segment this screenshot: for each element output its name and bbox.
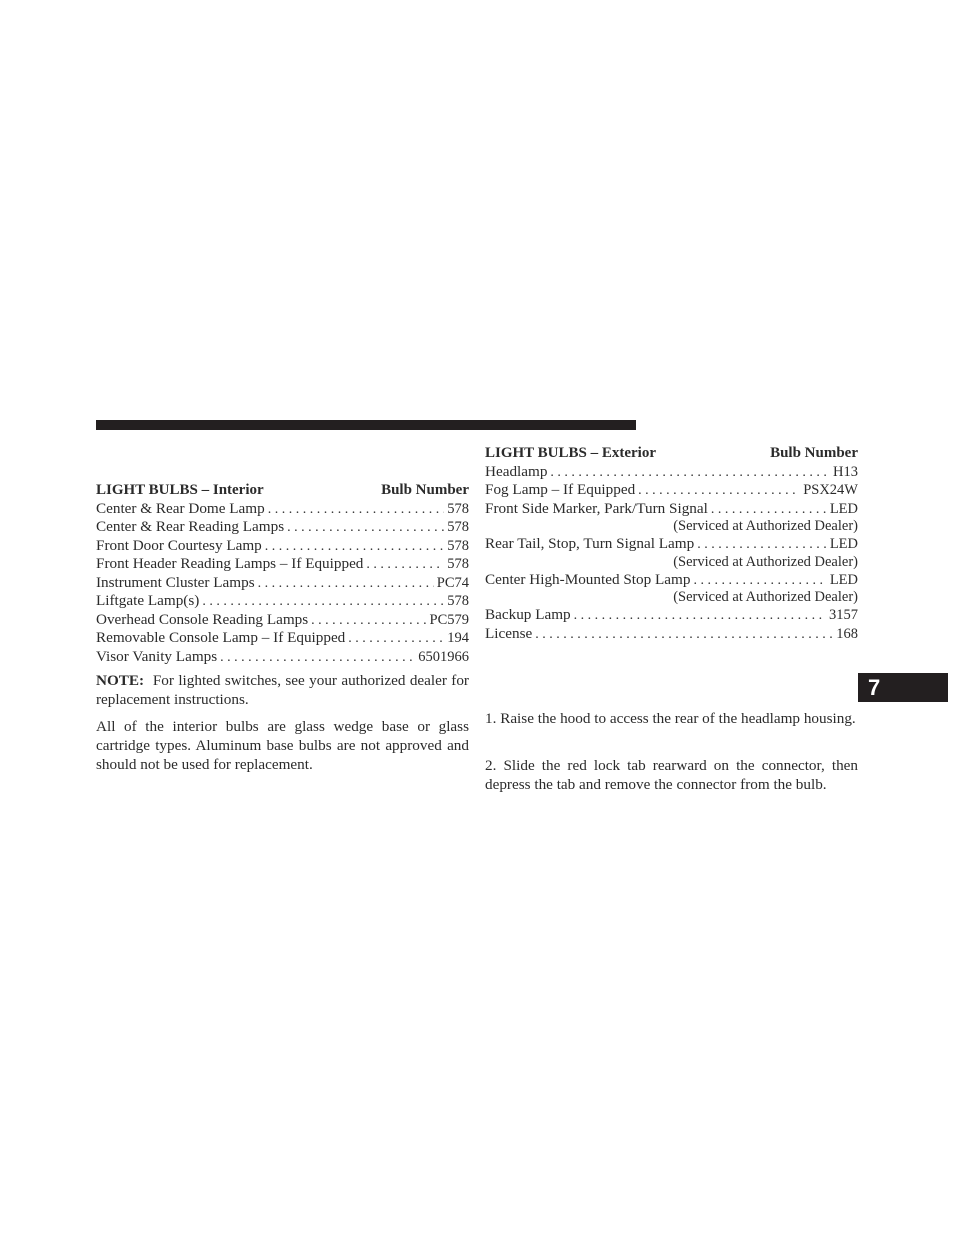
bulb-number: 578 [447,500,469,517]
bulb-number: H13 [833,463,858,480]
table-row [96,518,469,537]
bulb-location: Removable Console Lamp – If Equipped [96,629,346,646]
leader-dots [348,630,444,648]
table-row [96,611,469,630]
table-row [96,629,469,648]
bulb-location: Center & Rear Reading Lamps [96,518,285,535]
bulb-location: Visor Vanity Lamps [96,647,218,665]
exterior-header-bulb-number: Bulb Number [770,445,858,461]
leader-dots [711,501,827,519]
table-row [485,500,858,519]
leader-dots [287,519,444,537]
bulb-number: 578 [447,519,469,535]
service-note: (Serviced at Authorized Dealer) [673,553,858,570]
bulb-location: Front Side Marker, Park/Turn Signal [485,499,708,517]
service-note: (Serviced at Authorized Dealer) [673,589,858,605]
bulb-number: 578 [447,537,469,554]
step-2: 2. Slide the red lock tab rearward on the connector, then depress the tab and remove the connector from the bulb. [485,757,858,793]
interior-header-label: LIGHT BULBS – Interior [96,482,264,498]
bulb-number: PSX24W [803,482,858,498]
bulb-number: 3157 [829,607,858,623]
bulb-number: 168 [836,625,858,642]
bulb-location: Center High-Mounted Stop Lamp [485,570,691,588]
leader-dots [550,464,830,482]
bulb-number: PC579 [429,611,469,628]
bulb-number: 194 [447,630,469,646]
table-row [96,500,469,519]
leader-dots [638,482,800,500]
table-row [485,625,858,644]
bulb-location: Liftgate Lamp(s) [96,592,200,609]
chapter-tab: 7 [858,673,948,702]
table-row [96,592,469,611]
table-row [485,535,858,554]
interior-header-bulb-number: Bulb Number [381,482,469,498]
note-label: NOTE: [96,672,145,689]
table-row [96,574,469,593]
step-1: 1. Raise the hood to access the rear of the headlamp housing. [485,710,856,727]
leader-dots [574,607,826,625]
leader-dots [697,536,827,554]
table-row [485,571,858,590]
leader-dots [220,649,415,667]
bulb-location: Instrument Cluster Lamps [96,573,255,591]
bulb-location: License [485,624,533,642]
exterior-header-label: LIGHT BULBS – Exterior [485,445,656,461]
leader-dots [366,556,444,574]
bulb-number: PC74 [436,574,469,591]
leader-dots [693,572,826,590]
bulb-location: Backup Lamp [485,606,571,623]
table-row [96,537,469,556]
bulb-location: Front Header Reading Lamps – If Equipped [96,555,364,572]
note-text: For lighted switches, see your authorized dealer for replacement instructions. [96,672,469,708]
table-row [96,648,469,667]
section-divider-bar [96,420,636,430]
interior-bulb-table [96,481,469,666]
table-row [485,481,858,500]
bulb-location: Center & Rear Dome Lamp [96,499,265,517]
bulb-location: Overhead Console Reading Lamps [96,610,309,628]
bulb-number: LED [829,500,858,517]
leader-dots [535,626,833,644]
exterior-bulb-table [485,444,858,643]
table-row [96,555,469,574]
table-row [485,606,858,625]
bulb-number: LED [829,536,858,552]
bulb-location: Rear Tail, Stop, Turn Signal Lamp [485,535,695,552]
bulb-number: LED [829,571,858,588]
leader-dots [311,612,426,630]
service-note: (Serviced at Authorized Dealer) [673,518,858,534]
leader-dots [258,575,434,593]
leader-dots [268,501,445,519]
bulb-location: Front Door Courtesy Lamp [96,536,262,554]
leader-dots [265,538,444,556]
bulb-location: Fog Lamp – If Equipped [485,481,636,498]
interior-bulbs-paragraph: All of the interior bulbs are glass wedge base or glass cartridge types. Aluminum base bulbs are not approved and should not be used for replacement. [96,718,469,773]
bulb-number: 578 [447,556,469,572]
note-paragraph [96,671,469,709]
interior-table-header [96,481,469,500]
leader-dots [202,593,444,611]
table-row [485,463,858,482]
bulb-number: 6501966 [418,648,469,665]
exterior-table-header [485,444,858,463]
bulb-location: Headlamp [485,462,548,480]
bulb-number: 578 [447,593,469,609]
